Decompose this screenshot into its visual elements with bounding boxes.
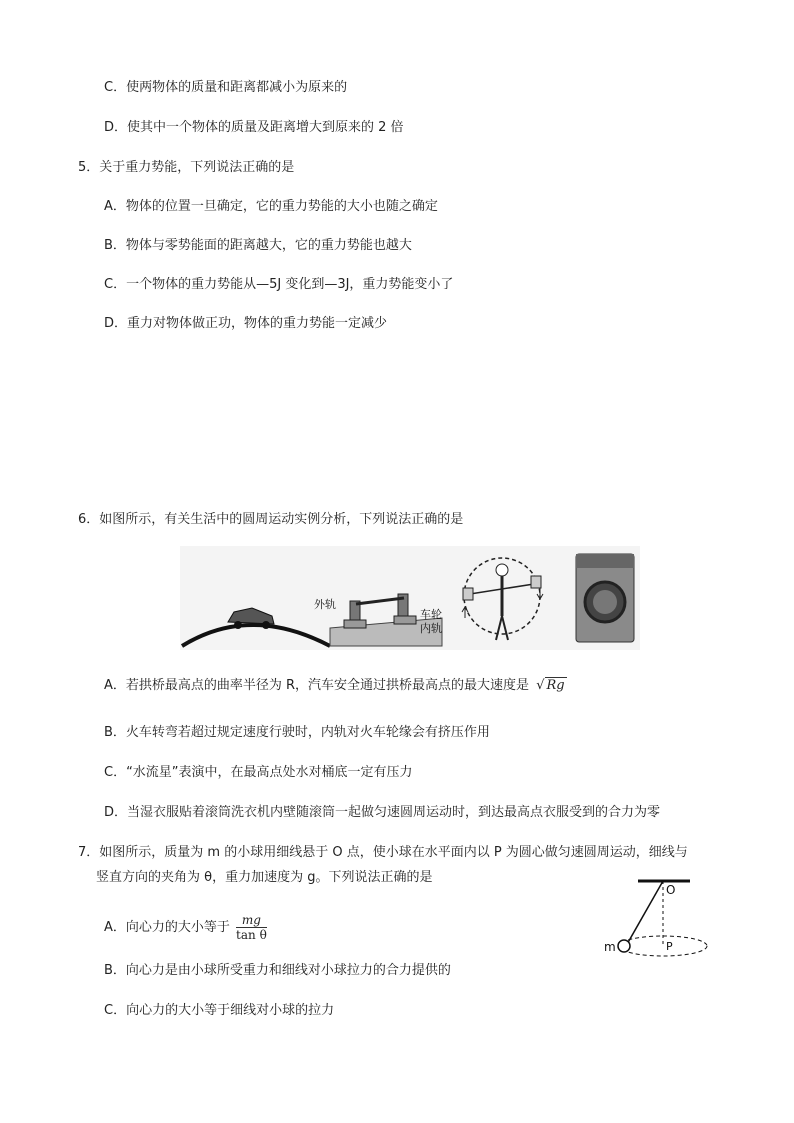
q7-option-b: B．向心力是由小球所受重力和细线对小球拉力的合力提供的 [104, 963, 451, 978]
ball [618, 940, 630, 952]
q5-option-c: C．一个物体的重力势能从—5J 变化到—3J，重力势能变小了 [104, 277, 454, 292]
sqrt-formula: √ Rg [536, 678, 565, 693]
q6-figure [180, 546, 640, 650]
q7-figure [600, 876, 716, 962]
q4-option-d: D．使其中一个物体的质量及距离增大到原来的 2 倍 [104, 120, 404, 135]
q5-option-b: B．物体与零势能面的距离越大，它的重力势能也越大 [104, 238, 412, 253]
label-outer-rail: 外轨 [314, 598, 336, 611]
q7-option-a [104, 913, 267, 942]
q6-option-b: B．火车转弯若超过规定速度行驶时，内轨对火车轮缘会有挤压作用 [104, 725, 490, 740]
q5-stem: 5．关于重力势能，下列说法正确的是 [78, 160, 295, 175]
fraction-denominator: tan θ [236, 928, 267, 942]
fraction-numerator: mg [236, 913, 267, 928]
washing-machine-icon [576, 554, 634, 642]
conical-pendulum-diagram [600, 876, 716, 962]
q4-option-c: C．使两物体的质量和距离都减小为原来的 [104, 80, 348, 95]
sqrt-radicand: Rg [546, 678, 565, 693]
q6-option-a [104, 676, 567, 696]
label-o: O [666, 883, 676, 897]
q6-option-d: D．当湿衣服贴着滚筒洗衣机内壁随滚筒一起做匀速圆周运动时，到达最高点衣服受到的合力为零 [104, 805, 661, 820]
water-meteor-icon [462, 558, 543, 640]
q6-option-c: C．“水流星”表演中，在最高点处水对桶底一定有压力 [104, 765, 413, 780]
q5-option-a: A．物体的位置一旦确定，它的重力势能的大小也随之确定 [104, 199, 438, 214]
q7-option-a-text: A．向心力的大小等于 [104, 920, 230, 935]
q7-stem-line2: 竖直方向的夹角为 θ，重力加速度为 g。下列说法正确的是 [96, 870, 433, 885]
q7-option-c: C．向心力的大小等于细线对小球的拉力 [104, 1003, 335, 1018]
label-wheel: 车轮 [420, 608, 442, 621]
q6-option-a-text: A．若拱桥最高点的曲率半径为 R，汽车安全通过拱桥最高点的最大速度是 [104, 678, 530, 693]
q6-stem: 6．如图所示，有关生活中的圆周运动实例分析，下列说法正确的是 [78, 512, 464, 527]
q7-stem-line1: 7．如图所示，质量为 m 的小球用细线悬于 O 点，使小球在水平面内以 P 为圆心做匀速圆周运动，细线与 [78, 845, 688, 860]
label-inner-rail: 内轨 [420, 622, 442, 635]
arch-bridge [182, 625, 330, 646]
label-m: m [604, 940, 616, 954]
q5-option-d: D．重力对物体做正功，物体的重力势能一定减少 [104, 316, 388, 331]
fraction [236, 913, 267, 942]
label-p: P [666, 940, 673, 953]
q6-figure-drawing [180, 546, 640, 650]
